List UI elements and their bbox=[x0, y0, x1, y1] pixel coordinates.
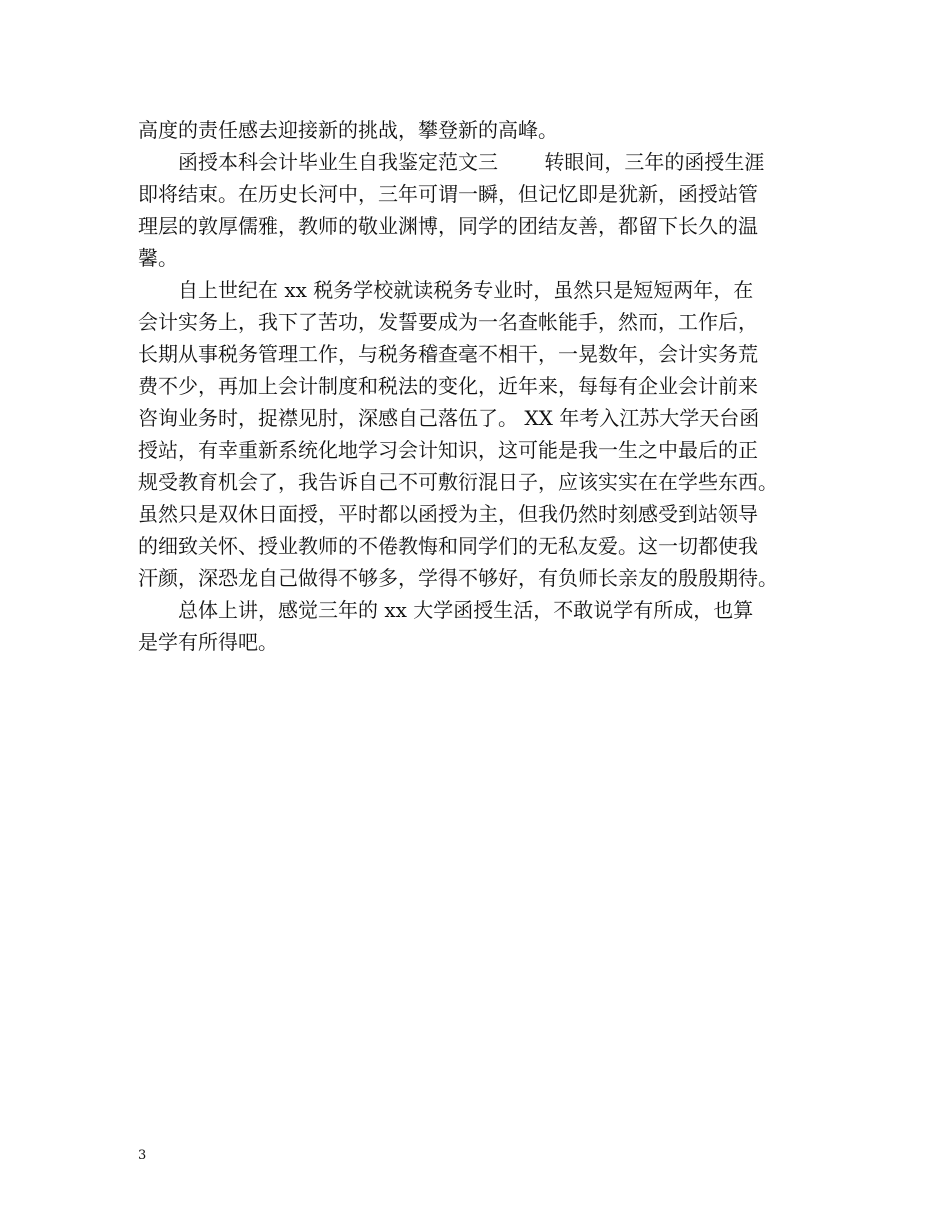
text-line: 费不少，再加上会计制度和税法的变化，近年来，每每有企业会计前来 bbox=[138, 374, 758, 398]
text-line: 虽然只是双休日面授，平时都以函授为主，但我仍然时刻感受到站领导 bbox=[138, 502, 758, 526]
text-line: 理层的敦厚儒雅，教师的敬业渊博，同学的团结友善，都留下长久的温 bbox=[138, 214, 758, 238]
text-line: 总体上讲，感觉三年的 xx 大学函授生活，不敢说学有所成，也算 bbox=[138, 598, 754, 622]
body-text bbox=[138, 114, 818, 658]
text-line: 汗颜，深恐龙自己做得不够多，学得不够好，有负师长亲友的殷殷期待。 bbox=[138, 566, 778, 590]
text-line: 咨询业务时，捉襟见肘，深感自己落伍了。 XX 年考入江苏大学天台函 bbox=[138, 406, 760, 430]
text-line: 自上世纪在 xx 税务学校就读税务专业时，虽然只是短短两年，在 bbox=[138, 278, 754, 302]
text-line: 的细致关怀、授业教师的不倦教悔和同学们的无私友爱。这一切都使我 bbox=[138, 534, 758, 558]
text-line: 长期从事税务管理工作，与税务稽查毫不相干，一晃数年，会计实务荒 bbox=[138, 342, 758, 366]
text-line: 是学有所得吧。 bbox=[138, 630, 278, 654]
text-line: 授站，有幸重新系统化地学习会计知识，这可能是我一生之中最后的正 bbox=[138, 438, 758, 462]
text-line: 会计实务上，我下了苦功，发誓要成为一名查帐能手，然而，工作后， bbox=[138, 310, 758, 334]
text-line: 馨。 bbox=[138, 246, 178, 270]
text-line: 规受教育机会了，我告诉自己不可敷衍混日子，应该实实在在学些东西。 bbox=[138, 470, 778, 494]
text-line: 即将结束。在历史长河中，三年可谓一瞬，但记忆即是犹新，函授站管 bbox=[138, 182, 758, 206]
text-line: 高度的责任感去迎接新的挑战，攀登新的高峰。 bbox=[138, 118, 558, 142]
page-number: 3 bbox=[138, 1148, 147, 1163]
text-line: 函授本科会计毕业生自我鉴定范文三 转眼间，三年的函授生涯 bbox=[138, 150, 765, 174]
